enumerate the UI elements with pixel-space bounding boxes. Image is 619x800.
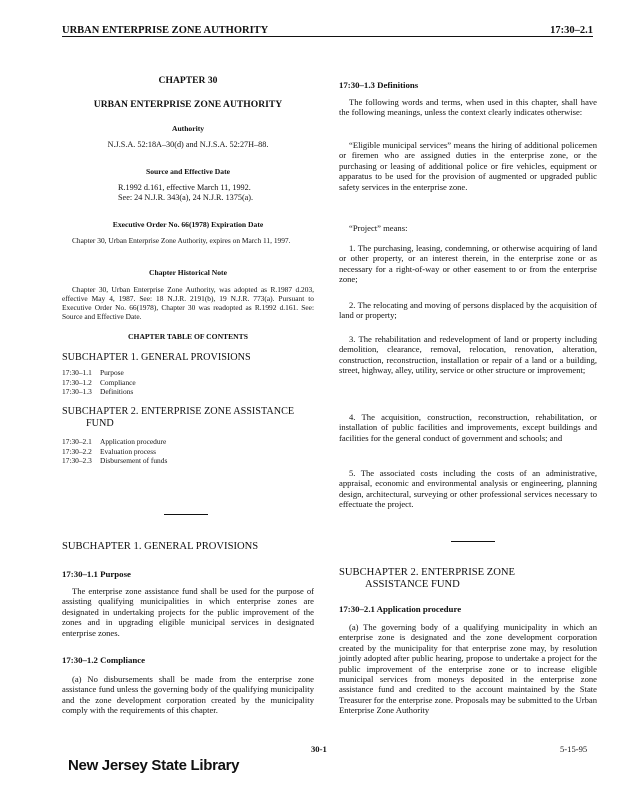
toc-subchapter-1: SUBCHAPTER 1. GENERAL PROVISIONS — [62, 352, 251, 363]
header-section: 17:30–2.1 — [550, 25, 593, 36]
eo-text: Chapter 30, Urban Enterprise Zone Authority, expires on March 11, 1997. — [72, 236, 291, 245]
divider — [164, 514, 208, 515]
section-1-1-text: The enterprise zone assistance fund shall be used for the purpose of assisting qualifying municipalities in which enterprise zones are designated in undertaking projects for the public improvement of the zones and in upgrading eligible municipal services in designated enterprise zones. — [62, 586, 314, 638]
section-1-1-heading: 17:30–1.1 Purpose — [62, 569, 131, 579]
toc-entry[interactable]: 17:30–2.2 Evaluation process — [62, 446, 157, 456]
revision-date: 5-15-95 — [560, 744, 588, 754]
toc-list-2 — [62, 437, 312, 466]
section-1-3-heading: 17:30–1.3 Definitions — [339, 80, 419, 90]
history-heading: Chapter Historical Note — [149, 268, 227, 277]
toc-entry[interactable]: 17:30–1.3 Definitions — [62, 387, 134, 396]
project-item-5: 5. The associated costs including the costs of an administrative, appraisal, economic and environmental analysis or engineering, planning design, architectural, surveying or other professional services necessary to effectuate the project. — [339, 468, 597, 510]
toc-list-1 — [62, 368, 312, 397]
toc-entry[interactable]: 17:30–1.2 Compliance — [62, 377, 136, 387]
page-number: 30-1 — [311, 744, 327, 754]
eo-heading: Executive Order No. 66(1978) Expiration Date — [112, 220, 264, 229]
project-item-4: 4. The acquisition, construction, reconstruction, rehabilitation, or installation of public facilities and improvements, except buildings and facilities for the general conduct of government and schools; and — [339, 412, 597, 443]
subchapter-1-heading: SUBCHAPTER 1. GENERAL PROVISIONS — [62, 541, 259, 552]
project-item-1: 1. The purchasing, leasing, condemning, or otherwise acquiring of land or other property, or an interest therein, in the enterprise zone or as necessary for a right-of-way or other easement to or from the enterprise zone; — [339, 243, 597, 285]
source-text: R.1992 d.161, effective March 11, 1992. See: 24 N.J.R. 343(a), 24 N.J.R. 1375(a). — [118, 183, 254, 202]
toc-heading: CHAPTER TABLE OF CONTENTS — [128, 332, 248, 341]
history-text: Chapter 30, Urban Enterprise Zone Authority, was adopted as R.1987 d.203, effective May 4, 1987. See: 18 N.J.R. 2191(b), 19 N.J.R. 773(a). Pursuant to Executive Order No. 66(1978), Chapter 30 was readopted as R.1992 d.161. See: Source and Effective Date. — [62, 285, 314, 321]
divider — [451, 541, 495, 542]
subchapter-2-heading: SUBCHAPTER 2. ENTERPRISE ZONE ASSISTANCE FUND — [339, 567, 515, 590]
authority-text: N.J.S.A. 52:18A–30(d) and N.J.S.A. 52:27H–88. — [107, 140, 269, 149]
source-heading: Source and Effective Date — [145, 167, 230, 176]
library-stamp: New Jersey State Library — [68, 757, 240, 774]
section-1-2-heading: 17:30–1.2 Compliance — [62, 655, 146, 665]
definition-project: “Project” means: — [349, 223, 408, 233]
toc-entry[interactable]: 17:30–1.1 Purpose — [62, 368, 124, 377]
toc-subchapter-2: SUBCHAPTER 2. ENTERPRISE ZONE ASSISTANCE FUND — [62, 406, 295, 429]
toc-entry[interactable]: 17:30–2.1 Application procedure — [62, 437, 167, 446]
section-2-1-heading: 17:30–2.1 Application procedure — [339, 604, 462, 614]
definition-eligible-services: “Eligible municipal services” means the hiring of additional policemen or firemen who are assigned duties in the enterprise zone, or the purchasing or leasing of additional police or fire vehicles, equipment or apparatus to be used for the provision of augmented or upgraded public safety services in the enterprise zone. — [339, 140, 597, 192]
toc-entry[interactable]: 17:30–2.3 Disbursement of funds — [62, 456, 168, 465]
chapter-number: CHAPTER 30 — [158, 75, 218, 86]
definitions-intro: The following words and terms, when used in this chapter, shall have the following meanings, unless the context clearly indicates otherwise: — [339, 97, 597, 118]
running-header — [62, 18, 593, 37]
authority-heading: Authority — [171, 124, 205, 133]
chapter-title: URBAN ENTERPRISE ZONE AUTHORITY — [93, 99, 283, 110]
project-item-3: 3. The rehabilitation and redevelopment of land or property including demolition, clearance, removal, relocation, renovation, alteration, construction, reconstruction, installation or repair of a land or a building, street, highway, alley, utility, service or other structure or improvement; — [339, 334, 597, 376]
section-1-2-text: (a) No disbursements shall be made from the enterprise zone assistance fund unless the governing body of the qualifying municipality and the zone development corporation created by the municipality comply with the requirements of this chapter. — [62, 674, 314, 716]
section-2-1-text: (a) The governing body of a qualifying municipality in which an enterprise zone is designated and the zone development corporation created by the municipality for that enterprise zone may, by resolution jointly adopted after public hearing, propose to undertake a project for the public improvement of the enterprise zone or to increase eligible municipal services from moneys deposited in the enterprise zone assistance fund and credited to the account maintained by the State Treasurer for the enterprise zone. Proposals may be submitted to the Urban Enterprise Zone Authority — [339, 622, 597, 716]
project-item-2: 2. The relocating and moving of persons displaced by the acquisition of land or property; — [339, 300, 597, 321]
header-title: URBAN ENTERPRISE ZONE AUTHORITY — [62, 25, 269, 36]
